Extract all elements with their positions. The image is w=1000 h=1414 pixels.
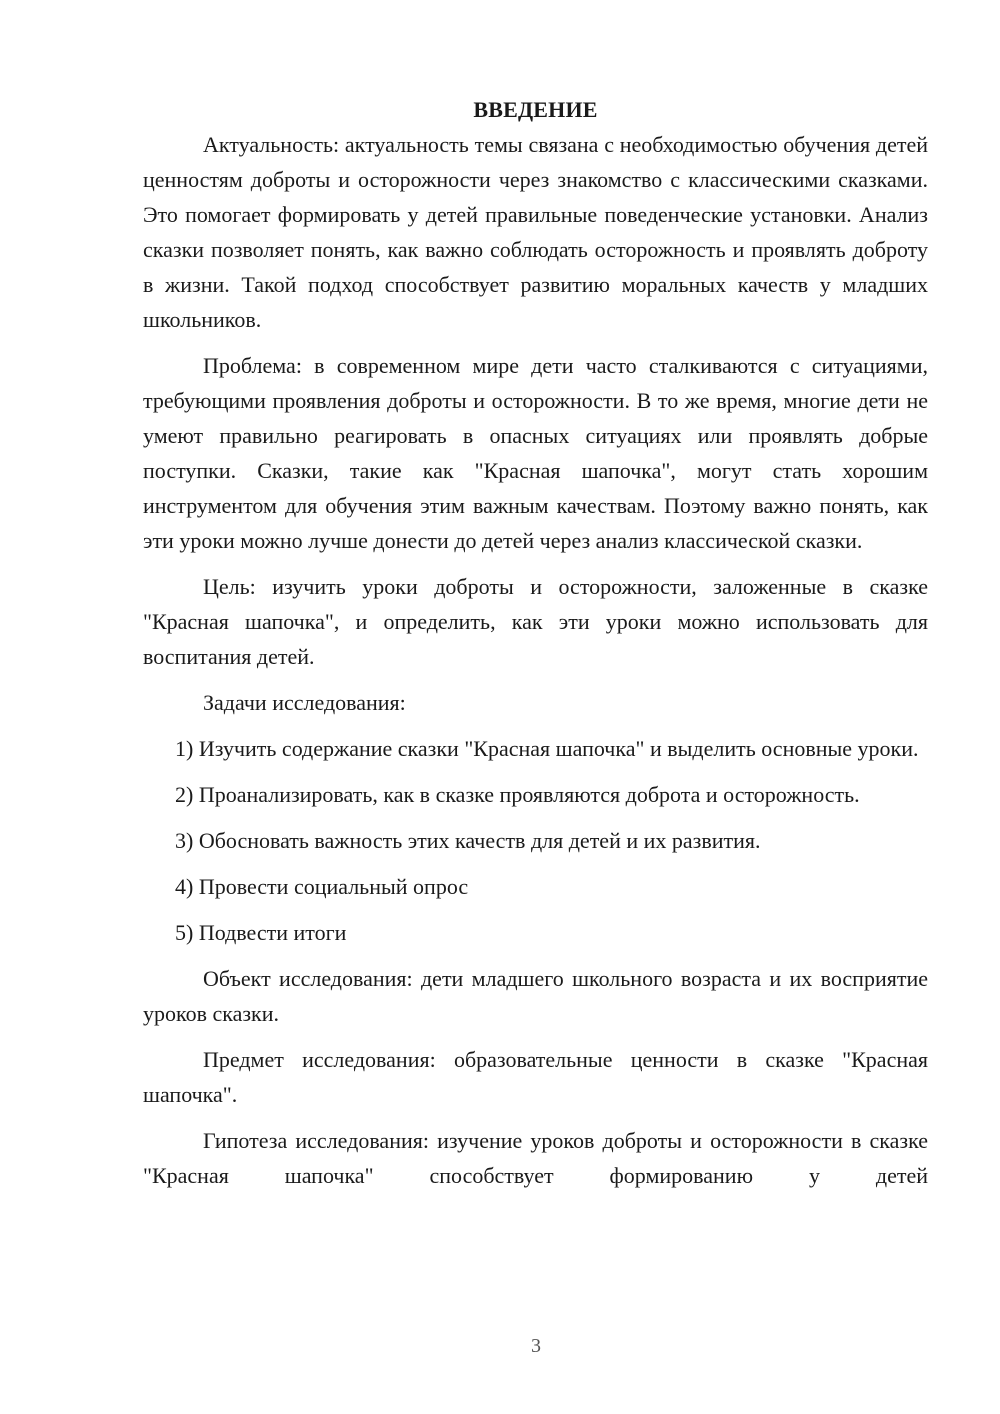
task-item-5: 5) Подвести итоги (175, 920, 347, 945)
page-number: 3 (531, 1335, 541, 1357)
paragraph-actuality: Актуальность: актуальность темы связана с необходимостью обучения детей ценностям доброты и осторожности через знакомство с классическими сказками. Это помогает формировать у детей правильные поведенческие установки. Анализ сказки позволяет понять, как важно соблюдать осторожность и проявлять доброту в жизни. Такой подход способствует развитию моральных качеств у младших школьников. (143, 132, 928, 332)
task-item-3: 3) Обосновать важность этих качеств для детей и их развития. (175, 828, 761, 853)
tasks-heading: Задачи исследования: (203, 690, 406, 715)
section-title: ВВЕДЕНИЕ (473, 97, 598, 122)
paragraph-hypothesis: Гипотеза исследования: изучение уроков доброты и осторожности в сказке "Красная шапочка" способствует формированию у детей (143, 1128, 928, 1188)
paragraph-subject: Предмет исследования: образовательные ценности в сказке "Красная шапочка". (143, 1047, 928, 1107)
paragraph-problem: Проблема: в современном мире дети часто сталкиваются с ситуациями, требующими проявления доброты и осторожности. В то же время, многие дети не умеют правильно реагировать в опасных ситуациях или проявлять добрые поступки. Сказки, такие как "Красная шапочка", могут стать хорошим инструментом для обучения этим важным качествам. Поэтому важно понять, как эти уроки можно лучше донести до детей через анализ классической сказки. (143, 353, 928, 553)
task-item-2: 2) Проанализировать, как в сказке проявляются доброта и осторожность. (175, 782, 860, 807)
task-item-4: 4) Провести социальный опрос (175, 874, 469, 899)
document-page (143, 92, 928, 1193)
paragraph-goal: Цель: изучить уроки доброты и осторожности, заложенные в сказке "Красная шапочка", и определить, как эти уроки можно использовать для воспитания детей. (143, 574, 928, 669)
task-item-1: 1) Изучить содержание сказки "Красная шапочка" и выделить основные уроки. (175, 736, 919, 761)
paragraph-object: Объект исследования: дети младшего школьного возраста и их восприятие уроков сказки. (143, 966, 928, 1026)
